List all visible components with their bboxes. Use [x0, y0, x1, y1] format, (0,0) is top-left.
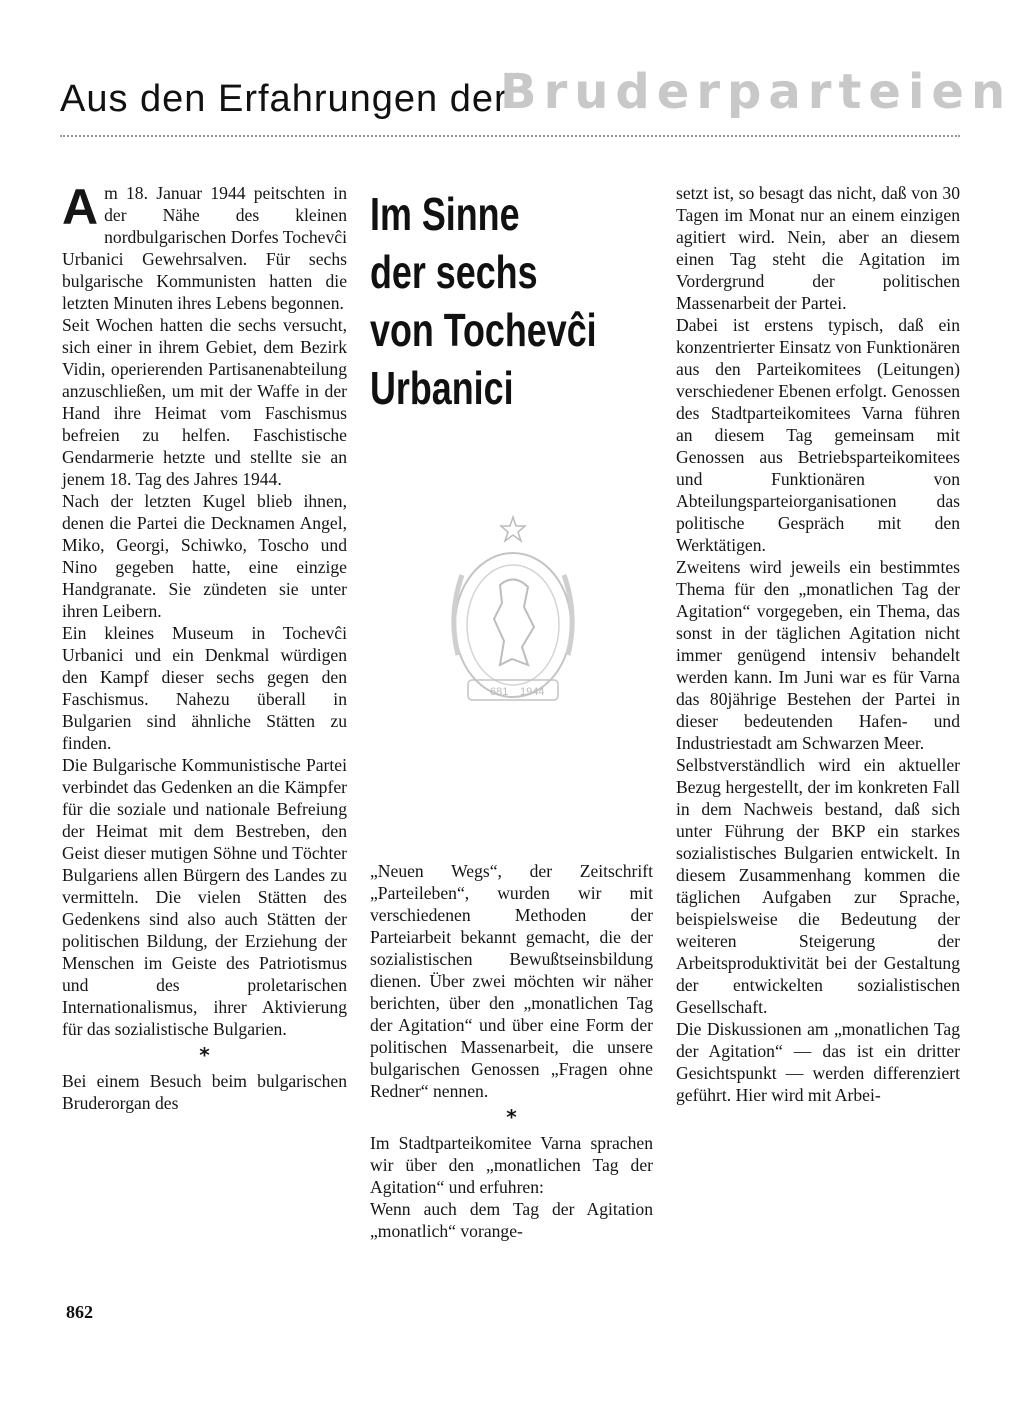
paragraph [62, 179, 347, 314]
section-header-label: Aus den Erfahrungen der [60, 78, 508, 120]
section-separator: * [506, 1105, 517, 1129]
paragraph: Selbstverständlich wird ein aktueller Bezug hergestellt, der im konkreten Fall in dem Nachweis bestand, daß sich unter Führung der BKP ein starkes sozialistisches Bulgarien entwickelt. In diesem Zusammenhang kommen die täglichen Aufgaben zur Sprache, beispielsweise die Bedeutung der weiteren Steigerung der Arbeitsproduktivität bei der Gestaltung der entwickelten sozialistischen Gesellschaft. [676, 755, 960, 1017]
paragraph: Wenn auch dem Tag der Agitation „monatlich“ vorange- [370, 1199, 653, 1241]
header-divider [60, 135, 960, 137]
emblem-year-left: 681 [490, 686, 509, 698]
paragraph-text: m 18. Januar 1944 peitschten in der Nähe des kleinen nordbulgarischen Dorfes Tochevĉi Urbanici Gewehrsalven. Für sechs bulgarische Kommunisten hatten die letzten Minuten ihres Lebens begonnen. [62, 183, 347, 313]
paragraph: Im Stadtparteikomitee Varna sprachen wir über den „monatlichen Tag der Agitation“ und erfuhren: [370, 1133, 653, 1197]
title-line: von Tochevĉi [370, 304, 597, 356]
paragraph: Nach der letzten Kugel blieb ihnen, denen die Partei die Decknamen Angel, Miko, Georgi, Schiwko, Toscho und Nino gegeben hatte, eine einzige Handgranate. Sie zündeten sie unter ihren Leibern. [62, 491, 347, 621]
title-line: der sechs [370, 246, 538, 298]
paragraph: Die Diskussionen am „monatlichen Tag der Agitation“ — das ist ein dritter Gesichtspunkt — werden differenziert geführt. Hier wird mit Arbei- [676, 1019, 960, 1105]
title-line: Im Sinne [370, 188, 520, 240]
article-title [370, 185, 597, 417]
coat-of-arms-icon [428, 515, 598, 715]
emblem-year-right: 1944 [520, 686, 545, 698]
paragraph: „Neuen Wegs“, der Zeitschrift „Parteileben“, wurden wir mit verschiedenen Methoden der Parteiarbeit bekannt gemacht, die der sozialistischen Bewußtseinsbildung dienen. Über zwei möchten wir näher berichten, über den „monatlichen Tag der Agitation“ und über eine Form der politischen Massenarbeit, die unsere bulgarischen Genossen „Fragen ohne Redner“ nennen. [370, 861, 653, 1101]
page-number: 862 [66, 1302, 93, 1322]
title-line: Urbanici [370, 362, 514, 414]
section-separator: * [199, 1043, 210, 1067]
column-2 [370, 860, 653, 1242]
drop-cap: A [62, 179, 99, 235]
column-1 [62, 179, 347, 1114]
paragraph: Zweitens wird jeweils ein bestimmtes Thema für den „monatlichen Tag der Agitation“ vorgegeben, ein Thema, das sonst in der täglichen Agitation nicht immer genügend intensiv behandelt werden kann. Im Juni war es für Varna das 80jährige Bestehen der Partei in dieser bedeutenden Hafen- und Industriestadt am Schwarzen Meer. [676, 557, 960, 753]
section-header-series: Bruderparteien [500, 64, 1013, 120]
paragraph: Ein kleines Museum in Tochevĉi Urbanici und ein Denkmal würdigen den Kampf dieser sechs gegen den Faschismus. Nahezu überall in Bulgarien sind ähnliche Stätten zu finden. [62, 623, 347, 753]
paragraph: Bei einem Besuch beim bulgarischen Bruderorgan des [62, 1071, 347, 1113]
paragraph: Die Bulgarische Kommunistische Partei verbindet das Gedenken an die Kämpfer für die soziale und nationale Befreiung der Heimat mit dem Bestreben, den Geist dieser mutigen Söhne und Töchter Bulgariens allen Bürgern des Landes zu vermitteln. Die vielen Stätten des Gedenkens sind also auch Stätten der politischen Bildung, der Erziehung der Menschen im Geiste des Patriotismus und des proletarischen Internationalismus, ihrer Aktivierung für das sozialistische Bulgarien. [62, 755, 347, 1039]
paragraph: Dabei ist erstens typisch, daß ein konzentrierter Einsatz von Funktionären aus den Parteikomitees (Leitungen) verschiedener Ebenen erfolgt. Genossen des Stadtparteikomitees Varna führen an diesem Tag gemeinsam mit Genossen aus Betriebsparteikomitees und Funktionären von Abteilungsparteiorganisationen das politische Gespräch mit den Werktätigen. [676, 315, 960, 555]
paragraph: setzt ist, so besagt das nicht, daß von 30 Tagen im Monat nur an einem einzigen agitiert wird. Nein, aber an diesem einen Tag steht die Agitation im Vordergrund der politischen Massenarbeit der Partei. [676, 183, 960, 313]
column-3 [676, 182, 960, 1106]
paragraph: Seit Wochen hatten die sechs versucht, sich einer in ihrem Gebiet, dem Bezirk Vidin, operierenden Partisanenabteilung anzuschließen, um mit der Waffe in der Hand ihre Heimat vom Faschismus befreien zu helfen. Faschistische Gendarmerie hetzte und stellte sie an jenem 18. Tag des Jahres 1944. [62, 315, 347, 489]
section-header [60, 64, 1013, 130]
